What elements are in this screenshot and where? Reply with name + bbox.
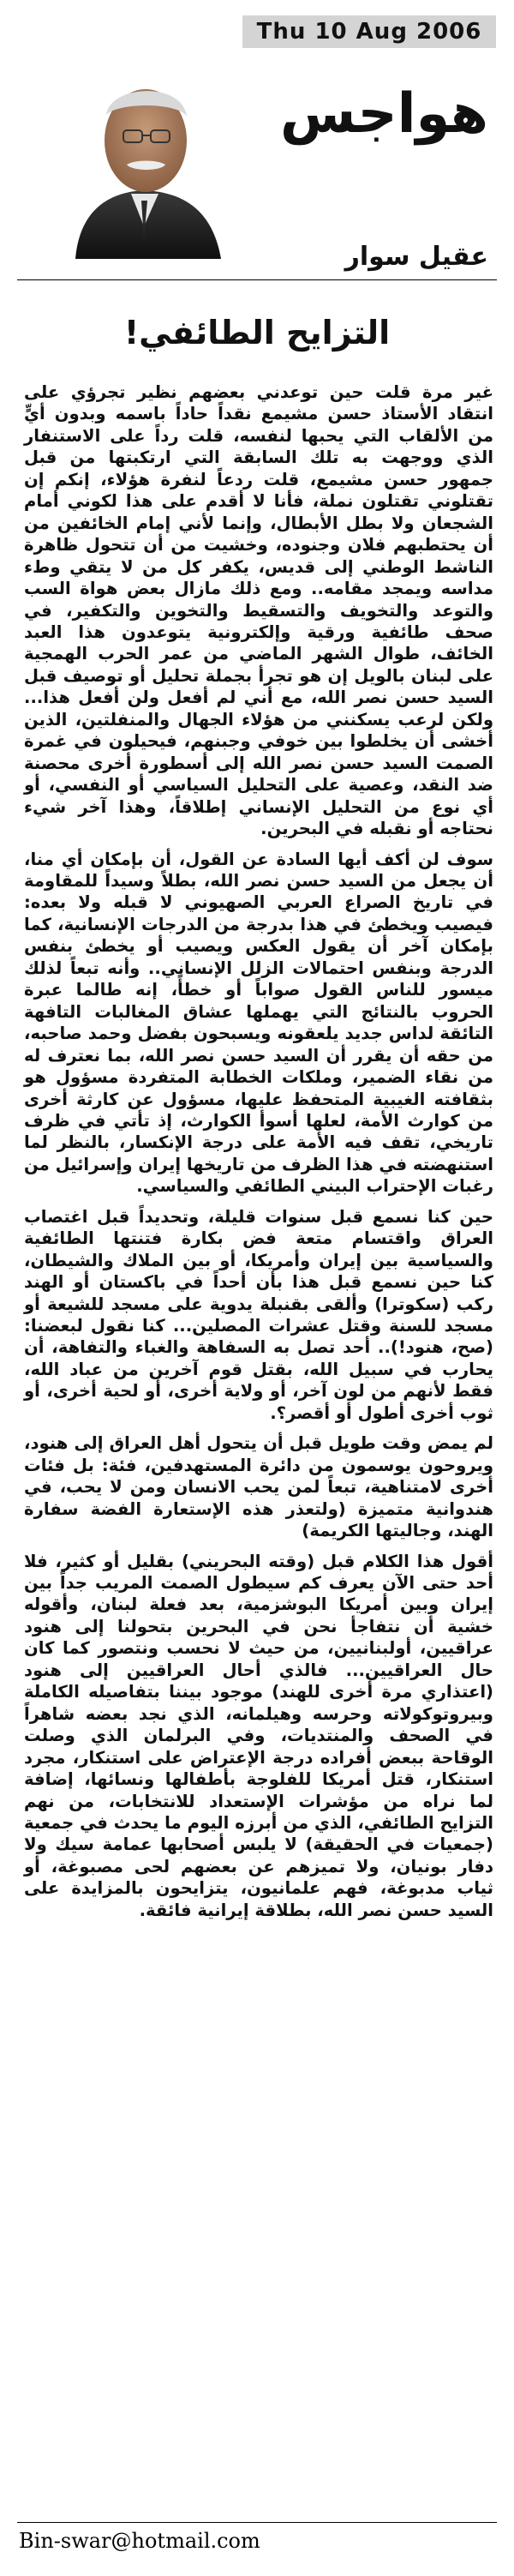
column-title: هواجس bbox=[279, 82, 488, 146]
article-paragraph: لم يمض وقت طويل قبل أن يتحول أهل العراق إلى هنود، ويروحون يوسمون من دائرة المستهدفين، فئة: بل فئات أخرى لامتناهية، تبعاً لمن يحب الانسان ومن لا يحب، في هندوانية متميزة (ولتعذر هذه الإستعارة الفضة سفارة الهند، وجاليتها الكريمة) bbox=[24, 1433, 493, 1541]
article-headline: التزايح الطائفي! bbox=[123, 314, 391, 351]
footer-divider bbox=[17, 2522, 497, 2523]
author-portrait bbox=[41, 55, 247, 259]
article-paragraph: سوف لن أكف أيها السادة عن القول، أن بإمكان أي منا، أن يجعل من السيد حسن نصر الله، بطلاً وسيداً للمقاومة في تاريخ الصراع العربي الصهيوني لا قبله ولا بعده: فيصيب ويخطئ في هذا بدرجة من الدرجات الإنسانية، كما بإمكان آخر أن يقول العكس ويصيب أو يخطئ بنفس الدرجة وبنفس احتمالات الزلل الإنساني.. وأنه تبعاً لذلك ميسور للناس القول صواباً أو خطأً، إنه طالما عبرة الحروب بالنتائج التي يهملها عشاق المغالبات التافهة التائقة لداس جديد يلعقونه ويسبحون بفضل وحمد صاحبه، من حقه أن يقرر أن السيد حسن نصر الله، بما نعترف له من نقاء الضمير، وملكات الخطابة المتفردة مسؤول هو بثقافته الغيبية المتحفظ عليها، مسؤول عن كارثة أخرى من كوارث الأمة، لعلها أسوأ الكوارث، إذ تأتي في ظرف تاريخي، تقف فيه الأمة على درجة الإنكسار، بالنظر لما استنهضته في هذا الظرف من تاريخها إيران وإسرائيل من رغبات الإحتراب البيني الطائفي والسياسي. bbox=[24, 849, 493, 1197]
author-email: Bin-swar@hotmail.com bbox=[19, 2529, 260, 2553]
author-portrait-image bbox=[41, 55, 247, 259]
author-name: عقيل سوار bbox=[344, 242, 488, 272]
article-paragraph: أقول هذا الكلام قبل (وقته البحريني) بقليل أو كثير، فلا أحد حتى الآن يعرف كم سيطول الصمت المريب جداً بين إيران وبين أمريكا البوشزمية، بعد فعلة لبنان، وأقوله خشية أن نتفاجأ نحن في البحرين بتحولنا إلى هنود عراقيين، أولبنانيين، من حيث لا نحسب ونتصور كما كان حال العراقيين... فالذي أحال العراقيين إلى هنود (اعتذاري مرة أخرى للهند) موجود بيننا بتفاصيله الكاملة وبيروتوكولاته وحرسه وهيلمانه، الذي نجد بعضه شاهراً في الصحف والمنتديات، وفي البرلمان الذي وصلت الوقاحة ببعض أفراده درجة الإعتراض على استنكار، مجرد استنكار، قتل أمريكا للفلوجة بأطفالها ونسائها، إضافة لما نراه من مؤشرات الإستعداد للانتخابات، من نهم التزايح الطائفي، الذي من أبرزه اليوم ما يحدث في جمعية (جمعيات في الحقيقة) لا يلبس أصحابها عمامة سيك ولا دفار بونيان، ولا تميزهم عن بعضهم لحى مصبوغة، أو ثياب مدبوغة، فهم علمانيون، يتزايحون بالمزايدة على السيد حسن نصر الله، بطلاقة إيرانية فائقة. bbox=[24, 1551, 493, 1920]
article-paragraph: حين كنا نسمع قبل سنوات قليلة، وتحديداً قبل اغتصاب العراق واقتسام متعة فض بكارة فتنتها الطائفية والسياسية بين إيران وأمريكا، أو بين الملاك والشيطان، كنا حين نسمع قبل هذا بأن أحداً في باكستان أو الهند ركب (سكوترا) وألقى بقنبلة يدوية على مسجد للشيعة أو مسجد للسنة وقتل عشرات المصلين... كنا نقول لبعضنا: (صح، هنود!).. أحد تصل به السفاهة والغباء والتفاهة، أن يحارب في سبيل الله، بقتل قوم آخرين من عباد الله، فقط لأنهم من لون آخر، أو ولاية أخرى، أو لحية أخرى، أو ثوب أخرى أطول أو أقصر؟. bbox=[24, 1206, 493, 1423]
article-paragraph: غير مرة قلت حين توعدني بعضهم نظير تجرؤي على انتقاد الأستاذ حسن مشيمع نقداً حاداً باسمه وبدون أيٍّ من الألقاب التي يحبها لنفسه، قلت رداً على الاستنفار الذي ووجهت به تلك السابقة التي ارتكبتها من قبل جمهور حسن مشيمع، قلت ردعاً لنفرة هؤلاء، إنكم إن تقتلوني تقتلون نملة، فأنا لا أقدم على هذا لكوني أمام الشجعان ولا بطل الأبطال، وإنما لأني إمام الخائفين من أن يحتطبهم فلان وجنوده، وخشيت من أن تتحول ظاهرة الناشط الوطني إلى قديس، يكفر كل من لا يتقي وطء مداسه ويمجد مقامه.. ومع ذلك مازال بعض هواة السب والتوعد والتخويف والتسقيط والتخوين والتكفير، في صحف طائفية ورقية وإلكترونية يتوعدون هذا العبد الخائف، طوال الشهر الماضي من عمر الحرب الهمجية على لبنان بالويل إن هو تجرأ بجملة تحليل أو توصيف قبل السيد حسن نصر الله، مع أني لم أفعل ولن أفعل هذا... ولكن لرعب يسكنني من هؤلاء الجهال والمنفلتين، الذين أخشى أن يخلطوا بين خوفي وجبنهم، فيحيلون في غمرة الصمت السيد حسن نصر الله إلى أسطورة أخرى محصنة ضد النقد، وعصية على التحليل السياسي أو النفسي، أو أي نوع من التحليل الإنساني إطلاقاً، وهذا آخر شيء نحتاجه أو نقبله في البحرين. bbox=[24, 382, 493, 839]
issue-date: Thu 10 Aug 2006 bbox=[242, 15, 496, 48]
header-divider bbox=[17, 279, 497, 280]
article-body bbox=[24, 381, 493, 1921]
